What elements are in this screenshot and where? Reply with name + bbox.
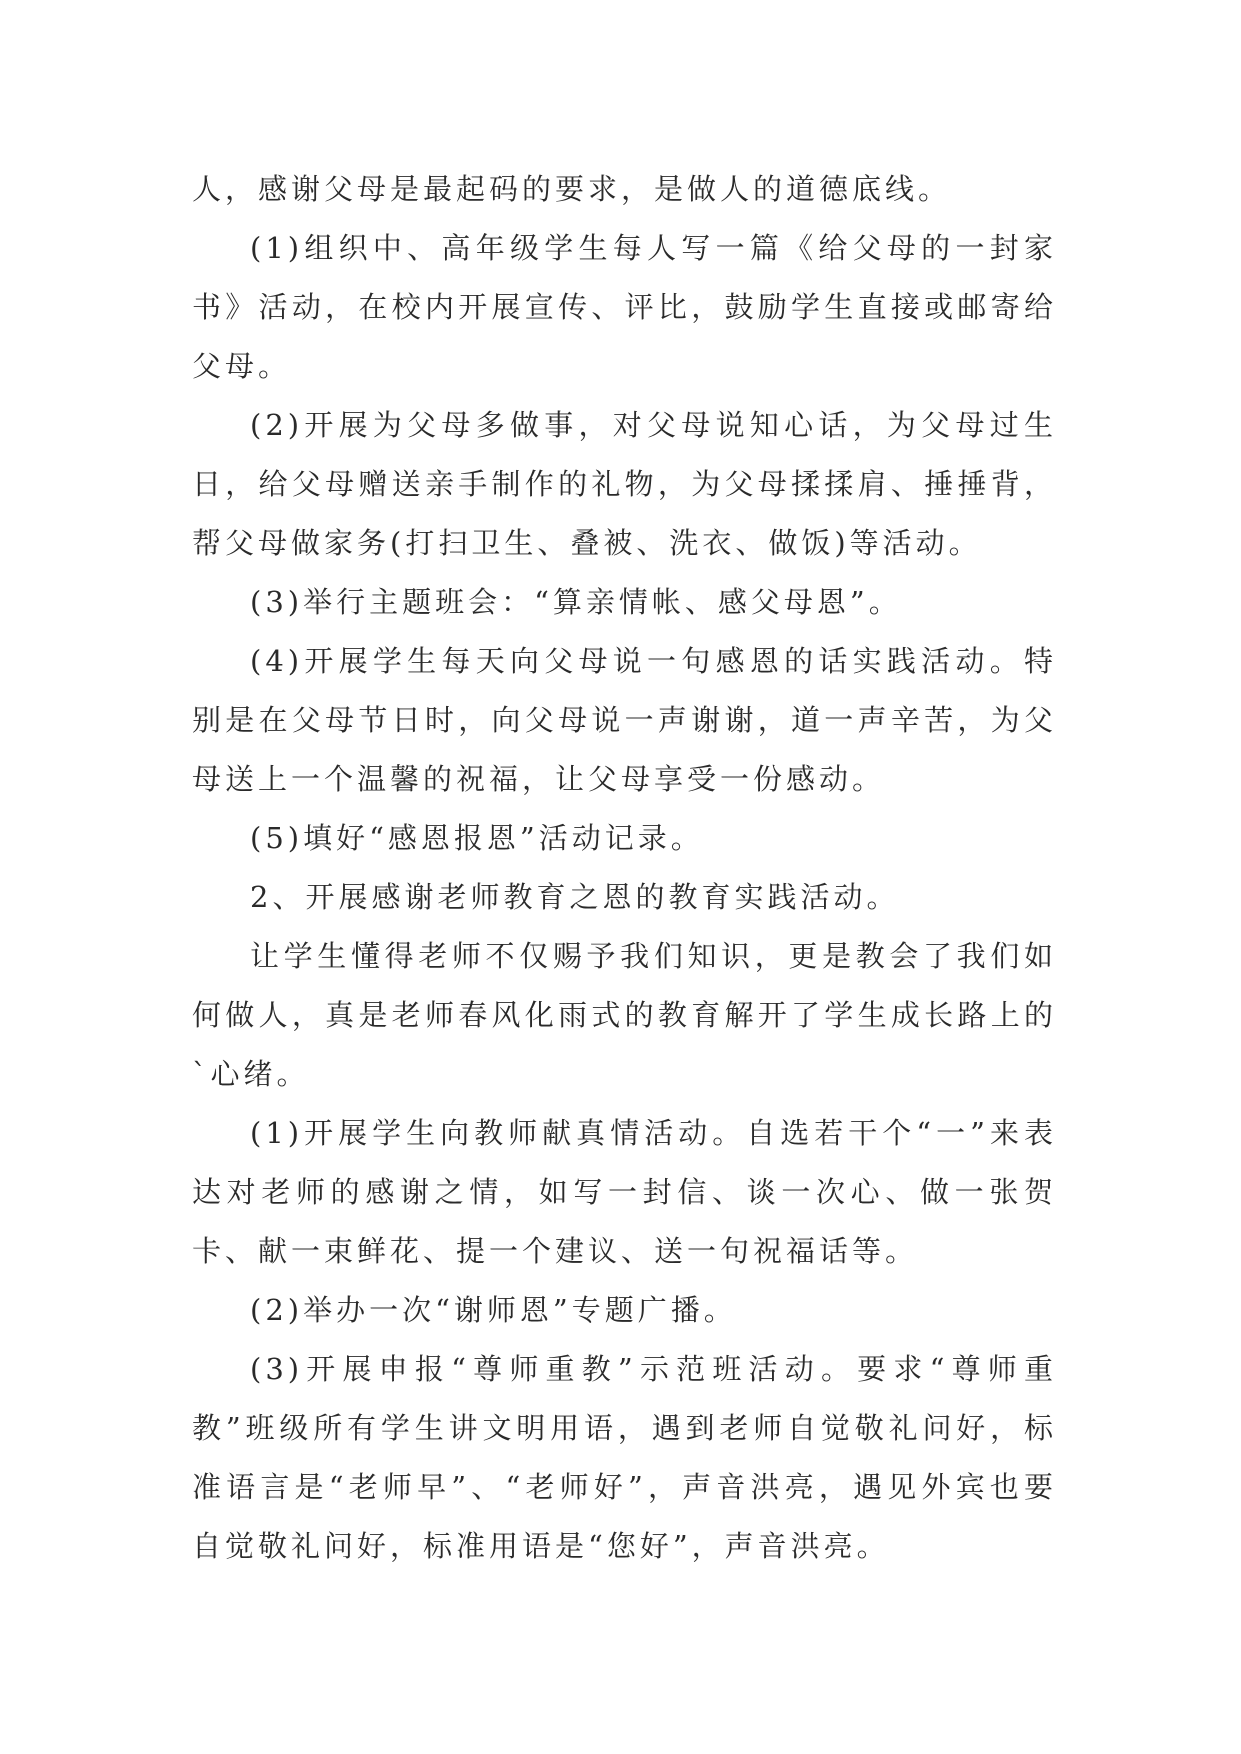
paragraph-intro: 让学生懂得老师不仅赐予我们知识，更是教会了我们如何做人，真是老师春风化雨式的教育解开了学生成长路上的`心绪。 xyxy=(192,939,1057,1091)
paragraph-item-2: (2)开展为父母多做事，对父母说知心话，为父母过生日，给父母赠送亲手制作的礼物，为父母揉揉肩、捶捶背，帮父母做家务(打扫卫生、叠被、洗衣、做饭)等活动。 xyxy=(192,408,1057,560)
document-body xyxy=(192,160,1057,1576)
paragraph-continuation: 人，感谢父母是最起码的要求，是做人的道德底线。 xyxy=(192,172,952,206)
paragraph-item-3: (3)举行主题班会：“算亲情帐、感父母恩”。 xyxy=(250,585,902,619)
paragraph-item-1: (1)组织中、高年级学生每人写一篇《给父母的一封家书》活动，在校内开展宣传、评比，鼓励学生直接或邮寄给父母。 xyxy=(192,231,1057,383)
paragraph-teacher-item-3: (3)开展申报“尊师重教”示范班活动。要求“尊师重教”班级所有学生讲文明用语，遇到老师自觉敬礼问好，标准语言是“老师早”、“老师好”，声音洪亮，遇见外宾也要自觉敬礼问好，标准用语是“您好”，声音洪亮。 xyxy=(192,1352,1057,1563)
paragraph-item-4: (4)开展学生每天向父母说一句感恩的话实践活动。特别是在父母节日时，向父母说一声谢谢，道一声辛苦，为父母送上一个温馨的祝福，让父母享受一份感动。 xyxy=(192,644,1057,796)
paragraph-teacher-item-1: (1)开展学生向教师献真情活动。自选若干个“一”来表达对老师的感谢之情，如写一封信、谈一次心、做一张贺卡、献一束鲜花、提一个建议、送一句祝福话等。 xyxy=(192,1116,1057,1268)
paragraph-item-5: (5)填好“感恩报恩”活动记录。 xyxy=(250,821,704,855)
section-heading-2: 2、开展感谢老师教育之恩的教育实践活动。 xyxy=(250,880,900,914)
paragraph-teacher-item-2: (2)举办一次“谢师恩”专题广播。 xyxy=(250,1293,737,1327)
